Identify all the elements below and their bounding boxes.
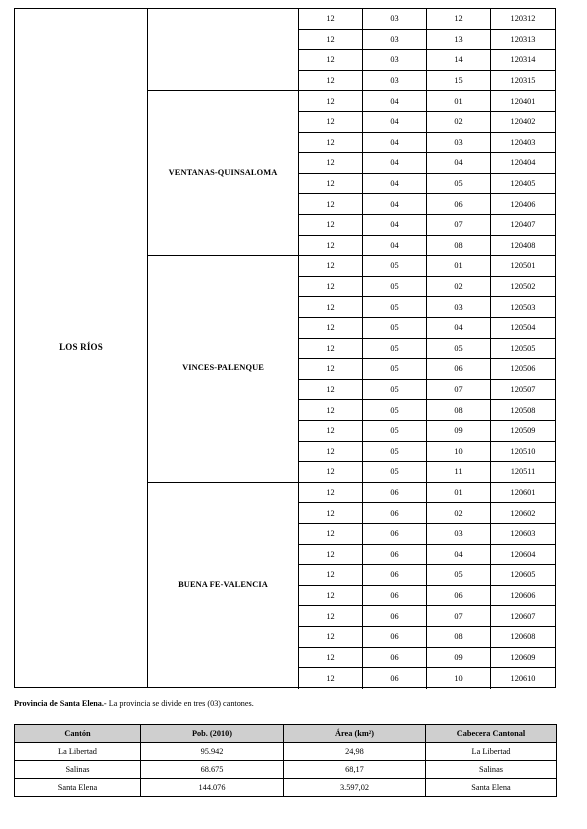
canton-code-cell: 05 — [363, 400, 427, 420]
zone-name: BUENA FE-VALENCIA — [178, 579, 268, 589]
province-code-cell: 12 — [299, 318, 363, 338]
parish-code-cell: 10 — [427, 668, 491, 689]
parish-code-cell: 07 — [427, 606, 491, 626]
canton-code-cell: 03 — [363, 50, 427, 70]
canton-code-cell: 06 — [363, 648, 427, 668]
full-code-cell: 120401 — [510, 96, 536, 106]
parish-code-cell: 15 — [427, 71, 491, 91]
table-row — [299, 277, 555, 298]
parish-code-cell: 11 — [427, 462, 491, 482]
canton-code-cell: 04 — [363, 215, 427, 235]
full-code-cell: 120507 — [510, 385, 536, 395]
province-code-cell: 12 — [299, 359, 363, 379]
parish-code-cell: 04 — [427, 153, 491, 173]
parish-code-cell: 08 — [427, 627, 491, 647]
santa-elena-heading-text: La provincia se divide en tres (03) cantones. — [106, 699, 254, 708]
canton-code-cell: 04 — [363, 133, 427, 153]
full-code-cell: 120404 — [510, 158, 536, 168]
cell-population: 68.675 — [141, 761, 284, 779]
table-row — [299, 503, 555, 524]
table-header-row — [15, 725, 557, 743]
full-code-cell: 120609 — [510, 652, 536, 662]
province-code-cell: 12 — [299, 71, 363, 91]
table-row — [299, 215, 555, 236]
table-row — [299, 153, 555, 174]
parish-code-cell: 06 — [427, 586, 491, 606]
cell-cabecera: La Libertad — [426, 743, 557, 761]
province-code-cell: 12 — [299, 524, 363, 544]
canton-code-cell: 06 — [363, 668, 427, 689]
full-code-cell: 120312 — [510, 14, 536, 24]
header-area: Área (km²) — [284, 725, 426, 743]
table-row — [15, 761, 557, 779]
province-code-cell: 12 — [299, 194, 363, 214]
header-population: Pob. (2010) — [141, 725, 284, 743]
table-row — [299, 133, 555, 154]
province-code-cell: 12 — [299, 442, 363, 462]
parish-code-cell: 06 — [427, 359, 491, 379]
canton-code-cell: 03 — [363, 30, 427, 50]
table-row — [299, 50, 555, 71]
canton-code-cell: 06 — [363, 483, 427, 503]
zone-cell — [148, 91, 299, 256]
province-code-cell: 12 — [299, 400, 363, 420]
table-row — [15, 743, 557, 761]
full-code-cell: 120509 — [510, 426, 536, 436]
table-row — [15, 779, 557, 797]
full-code-cell: 120601 — [510, 488, 536, 498]
province-code-cell: 12 — [299, 462, 363, 482]
table-row — [299, 380, 555, 401]
cell-canton: Salinas — [15, 761, 141, 779]
parish-code-cell: 05 — [427, 339, 491, 359]
province-code-cell: 12 — [299, 668, 363, 689]
province-code-cell: 12 — [299, 236, 363, 256]
full-code-cell: 120408 — [510, 240, 536, 250]
parish-code-cell: 12 — [427, 9, 491, 29]
cell-area: 3.597,02 — [284, 779, 426, 797]
cell-area: 24,98 — [284, 743, 426, 761]
canton-code-cell: 06 — [363, 565, 427, 585]
province-code-cell: 12 — [299, 133, 363, 153]
canton-code-cell: 05 — [363, 380, 427, 400]
canton-code-cell: 04 — [363, 153, 427, 173]
full-code-cell: 120504 — [510, 323, 536, 333]
canton-code-cell: 04 — [363, 174, 427, 194]
full-code-cell: 120403 — [510, 137, 536, 147]
canton-code-cell: 04 — [363, 194, 427, 214]
table-row — [299, 359, 555, 380]
table-row — [299, 71, 555, 92]
zone-cell — [148, 256, 299, 483]
header-canton: Cantón — [15, 725, 141, 743]
canton-code-cell: 06 — [363, 586, 427, 606]
province-code-cell: 12 — [299, 9, 363, 29]
parish-code-cell: 14 — [427, 50, 491, 70]
table-row — [299, 442, 555, 463]
parish-code-cell: 13 — [427, 30, 491, 50]
cell-canton: La Libertad — [15, 743, 141, 761]
canton-code-cell: 05 — [363, 339, 427, 359]
zone-cell — [148, 483, 299, 689]
province-code-cell: 12 — [299, 112, 363, 132]
full-code-cell: 120506 — [510, 364, 536, 374]
canton-code-cell: 05 — [363, 297, 427, 317]
full-code-cell: 120603 — [510, 529, 536, 539]
parish-code-cell: 09 — [427, 648, 491, 668]
parish-code-cell: 07 — [427, 380, 491, 400]
full-code-cell: 120607 — [510, 611, 536, 621]
province-code-cell: 12 — [299, 606, 363, 626]
province-code-cell: 12 — [299, 50, 363, 70]
full-code-cell: 120501 — [510, 261, 536, 271]
canton-code-cell: 03 — [363, 71, 427, 91]
parish-code-cell: 02 — [427, 277, 491, 297]
canton-code-cell: 06 — [363, 524, 427, 544]
parish-code-cell: 05 — [427, 174, 491, 194]
full-code-cell: 120503 — [510, 302, 536, 312]
parish-code-cell: 01 — [427, 91, 491, 111]
table-row — [299, 194, 555, 215]
parish-code-cell: 02 — [427, 503, 491, 523]
zone-name: VINCES-PALENQUE — [182, 363, 264, 373]
parish-code-cell: 08 — [427, 400, 491, 420]
table-row — [299, 627, 555, 648]
table-row — [299, 174, 555, 195]
table-row — [299, 91, 555, 112]
table-row — [299, 483, 555, 504]
full-code-cell: 120502 — [510, 282, 536, 292]
table-row — [299, 9, 555, 30]
province-code-cell: 12 — [299, 503, 363, 523]
province-code-cell: 12 — [299, 627, 363, 647]
canton-code-cell: 06 — [363, 545, 427, 565]
province-code-cell: 12 — [299, 277, 363, 297]
full-code-cell: 120402 — [510, 117, 536, 127]
table-row — [299, 339, 555, 360]
full-code-cell: 120407 — [510, 220, 536, 230]
full-code-cell: 120608 — [510, 632, 536, 642]
province-code-cell: 12 — [299, 586, 363, 606]
canton-code-cell: 05 — [363, 442, 427, 462]
province-code-cell: 12 — [299, 380, 363, 400]
full-code-cell: 120510 — [510, 446, 536, 456]
parish-code-cell: 04 — [427, 545, 491, 565]
zone-name: VENTANAS-QUINSALOMA — [168, 167, 278, 177]
province-code-cell: 12 — [299, 91, 363, 111]
canton-code-cell: 04 — [363, 91, 427, 111]
full-code-cell: 120511 — [510, 467, 536, 477]
full-code-cell: 120604 — [510, 549, 536, 559]
parish-code-cell: 01 — [427, 483, 491, 503]
canton-code-cell: 04 — [363, 112, 427, 132]
parish-code-cell: 08 — [427, 236, 491, 256]
parish-code-cell: 04 — [427, 318, 491, 338]
province-code-cell: 12 — [299, 339, 363, 359]
province-column — [15, 9, 148, 687]
canton-code-cell: 03 — [363, 9, 427, 29]
province-name: LOS RÍOS — [59, 342, 103, 352]
santa-elena-heading-bold: Provincia de Santa Elena.- — [14, 699, 107, 708]
canton-code-cell: 06 — [363, 503, 427, 523]
canton-code-cell: 05 — [363, 359, 427, 379]
cell-population: 144.076 — [141, 779, 284, 797]
table-row — [299, 565, 555, 586]
zone-cell — [148, 9, 299, 91]
parish-code-cell: 02 — [427, 112, 491, 132]
province-code-cell: 12 — [299, 256, 363, 276]
table-row — [299, 256, 555, 277]
province-code-cell: 12 — [299, 297, 363, 317]
parish-code-cell: 01 — [427, 256, 491, 276]
table-row — [299, 400, 555, 421]
full-code-cell: 120505 — [510, 343, 536, 353]
full-code-cell: 120405 — [510, 179, 536, 189]
parish-code-cell: 06 — [427, 194, 491, 214]
los-rios-code-table — [14, 8, 556, 688]
cell-population: 95.942 — [141, 743, 284, 761]
parish-code-cell: 09 — [427, 421, 491, 441]
table-row — [299, 30, 555, 51]
canton-code-cell: 05 — [363, 318, 427, 338]
table-row — [299, 545, 555, 566]
table-row — [299, 112, 555, 133]
province-code-cell: 12 — [299, 545, 363, 565]
header-cabecera: Cabecera Cantonal — [426, 725, 557, 743]
cell-cabecera: Salinas — [426, 761, 557, 779]
canton-code-cell: 05 — [363, 462, 427, 482]
table-row — [299, 318, 555, 339]
province-code-cell: 12 — [299, 153, 363, 173]
full-code-cell: 120605 — [510, 570, 536, 580]
province-code-cell: 12 — [299, 215, 363, 235]
cell-canton: Santa Elena — [15, 779, 141, 797]
parish-code-cell: 05 — [427, 565, 491, 585]
province-code-cell: 12 — [299, 421, 363, 441]
santa-elena-heading — [14, 699, 254, 708]
full-code-cell: 120406 — [510, 199, 536, 209]
canton-code-cell: 06 — [363, 606, 427, 626]
parish-code-cell: 07 — [427, 215, 491, 235]
table-row — [299, 668, 555, 689]
parish-code-cell: 10 — [427, 442, 491, 462]
full-code-cell: 120315 — [510, 76, 536, 86]
table-row — [299, 236, 555, 257]
province-code-cell: 12 — [299, 483, 363, 503]
table-row — [299, 421, 555, 442]
parish-code-cell: 03 — [427, 133, 491, 153]
full-code-cell: 120314 — [510, 55, 536, 65]
canton-code-cell: 04 — [363, 236, 427, 256]
province-code-cell: 12 — [299, 648, 363, 668]
santa-elena-canton-table — [14, 724, 557, 797]
table-row — [299, 606, 555, 627]
province-code-cell: 12 — [299, 174, 363, 194]
full-code-cell: 120508 — [510, 405, 536, 415]
table-row — [299, 297, 555, 318]
cell-area: 68,17 — [284, 761, 426, 779]
full-code-cell: 120313 — [510, 34, 536, 44]
full-code-cell: 120602 — [510, 508, 536, 518]
canton-code-cell: 05 — [363, 256, 427, 276]
table-row — [299, 586, 555, 607]
cell-cabecera: Santa Elena — [426, 779, 557, 797]
full-code-cell: 120606 — [510, 591, 536, 601]
canton-code-cell: 05 — [363, 277, 427, 297]
full-code-cell: 120610 — [510, 673, 536, 683]
province-code-cell: 12 — [299, 30, 363, 50]
canton-code-cell: 05 — [363, 421, 427, 441]
table-row — [299, 648, 555, 669]
parish-code-cell: 03 — [427, 524, 491, 544]
parish-code-cell: 03 — [427, 297, 491, 317]
table-row — [299, 462, 555, 483]
province-code-cell: 12 — [299, 565, 363, 585]
table-row — [299, 524, 555, 545]
canton-code-cell: 06 — [363, 627, 427, 647]
